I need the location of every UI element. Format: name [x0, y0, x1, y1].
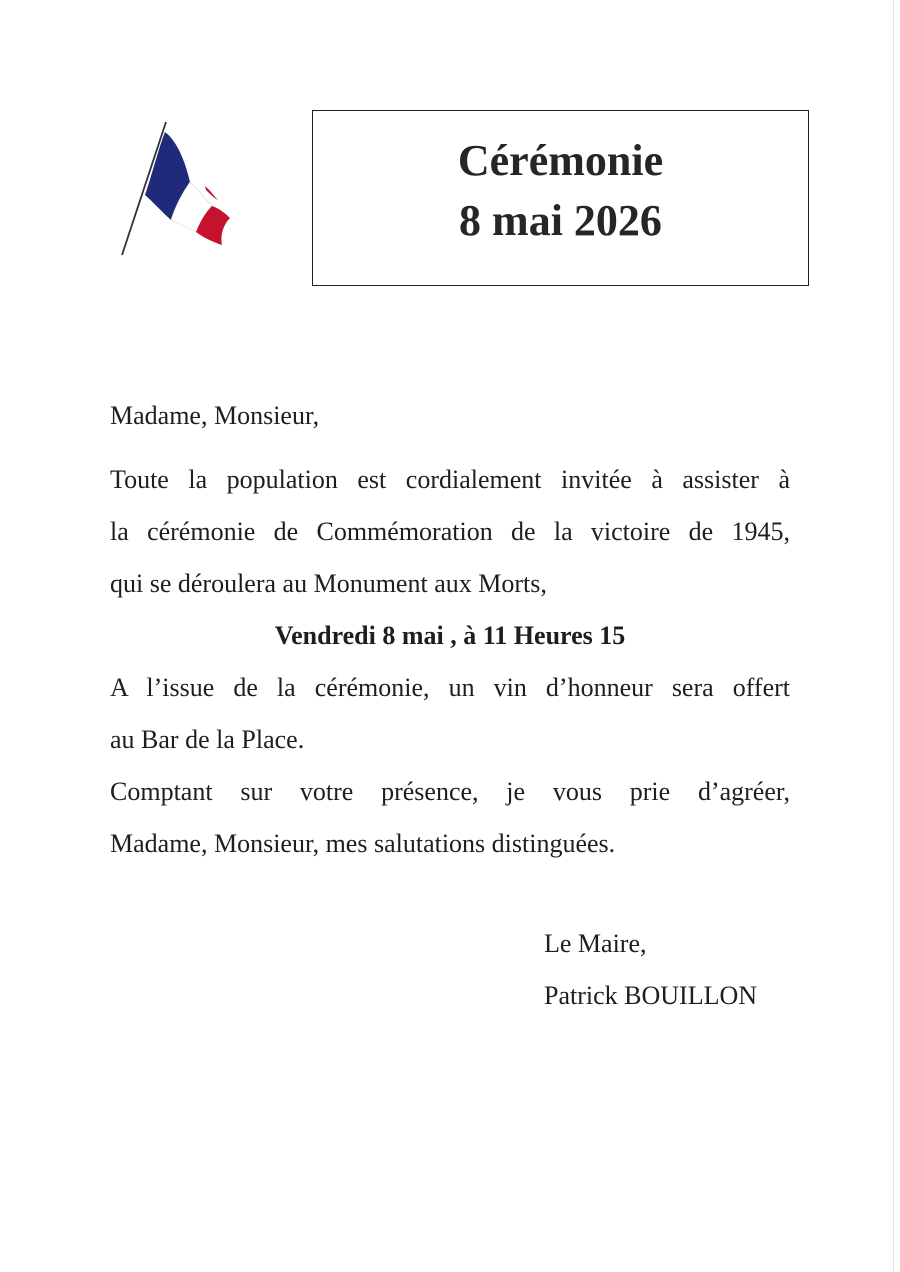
closing-line1: Comptant sur votre présence, je vous prie d’agréer, — [110, 777, 790, 806]
signature-name: Patrick BOUILLON — [544, 981, 758, 1010]
title-ceremony: Cérémonie — [457, 136, 664, 185]
paragraph2-line2: au Bar de la Place. — [110, 725, 305, 754]
title-date: 8 mai 2026 — [459, 196, 662, 245]
title-box — [312, 110, 809, 286]
paragraph2-line1: A l’issue de la cérémonie, un vin d’honneur sera offert — [110, 673, 790, 702]
letter-body — [110, 390, 790, 870]
paragraph1-line2: la cérémonie de Commémoration de la victoire de 1945, — [110, 517, 790, 546]
closing-line2: Madame, Monsieur, mes salutations distinguées. — [110, 829, 616, 858]
greeting: Madame, Monsieur, — [110, 401, 320, 430]
french-flag-icon — [118, 120, 238, 260]
signature-block — [544, 918, 757, 1022]
paragraph1-line3: qui se déroulera au Monument aux Morts, — [110, 569, 547, 598]
event-datetime: Vendredi 8 mai , à 11 Heures 15 — [274, 621, 626, 650]
signature-role: Le Maire, — [544, 929, 647, 958]
scan-edge-line — [893, 0, 894, 1272]
paragraph1-line1: Toute la population est cordialement invitée à assister à — [110, 465, 790, 494]
